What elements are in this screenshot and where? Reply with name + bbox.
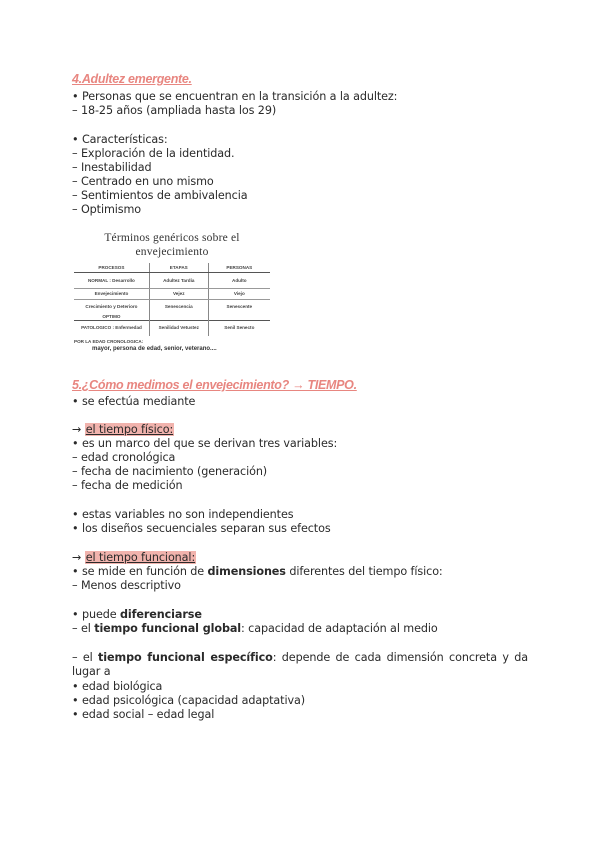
table-cell [208,314,270,321]
highlighted-label: el tiempo físico: [85,423,174,436]
text-line: – Menos descriptivo [72,579,181,592]
text-span: – el [72,622,95,635]
text-line: • se efectúa mediante [72,395,196,408]
subheading-functional-time [72,551,196,565]
text-line [72,622,438,636]
arrow-icon: → [72,423,85,436]
table-row [74,321,270,336]
table-cell: Senescente [208,300,270,314]
table-row [74,300,270,314]
table-cell: Senescencia [149,300,208,314]
table-cell: Senilidad Vetustez [149,321,208,336]
figure-title-line2: envejecimiento [135,246,209,258]
table-cell: Adultez Tardía [149,273,208,289]
text-line: – fecha de medición [72,479,183,492]
text-line: • Características: [72,133,168,146]
text-line: – Sentimientos de ambivalencia [72,189,248,202]
bold-term: dimensiones [207,565,286,578]
table-cell: Vejez [149,289,208,300]
table-cell: Adulto [208,273,270,289]
table-cell: NORMAL : Desarrollo [74,273,149,289]
text-span: diferentes del tiempo físico: [285,565,443,578]
text-span: : capacidad de adaptación al medio [241,622,438,635]
text-line: • edad biológica [72,680,163,693]
text-line: – edad cronológica [72,451,176,464]
bold-term: tiempo funcional específico [98,651,273,664]
table-cell: Crecimiento y Deterioro [85,303,138,309]
terms-table [74,263,270,336]
text-line: – fecha de nacimiento (generación) [72,465,268,478]
subheading-physical-time [72,423,174,437]
text-line: – 18-25 años (ampliada hasta los 29) [72,104,277,117]
table-row [74,314,270,321]
text-line: – Inestabilidad [72,161,152,174]
text-line: • Personas que se encuentran en la transición a la adultez: [72,90,398,103]
text-line: • los diseños secuenciales separan sus efectos [72,522,331,535]
text-line [72,651,528,665]
figure-title-line1: Términos genéricos sobre el [104,232,240,244]
text-line: – Exploración de la identidad. [72,147,235,160]
table-cell: Envejecimiento [74,289,149,300]
text-line: • edad psicológica (capacidad adaptativa) [72,694,306,707]
arrow-icon: → [72,551,85,564]
aging-terms-figure [74,230,270,358]
bold-term: tiempo funcional global [94,622,242,635]
bold-term: diferenciarse [119,608,202,621]
table-cell: OPTIMO [102,313,121,319]
text-line [72,565,443,579]
table-cell: Senil Senecto [208,321,270,336]
text-span: • puede [72,608,120,621]
highlighted-label: el tiempo funcional: [85,551,196,564]
figure-footnote-terms: mayor, persona de edad, senior, veterano.... [92,346,217,352]
text-span: : depende de cada dimensión concreta y da [272,651,528,664]
text-span: – el [72,651,99,664]
section-4-heading: 4.Adultez emergente. [72,72,192,86]
text-line: • estas variables no son independientes [72,508,294,521]
text-span: • se mide en función de [72,565,208,578]
text-line: • es un marco del que se derivan tres variables: [72,437,338,450]
section-5-heading: 5.¿Cómo medimos el envejecimiento? → TIEMPO. [72,378,357,392]
text-line: – Centrado en uno mismo [72,175,214,188]
text-line: lugar a [72,665,111,678]
table-header-cell: ETAPAS [149,263,208,273]
table-row [74,289,270,300]
text-line: • edad social – edad legal [72,708,215,721]
table-cell: PATOLOGICO : Enfermedad [74,321,149,336]
table-header-cell: PERSONAS [208,263,270,273]
table-header-row [74,263,270,273]
table-row [74,273,270,289]
table-cell: Viejo [208,289,270,300]
table-header-cell: PROCESOS [74,263,149,273]
text-line [72,608,202,622]
table-cell [149,314,208,321]
figure-footnote-label: POR LA EDAD CRONOLOGICA: [74,339,144,344]
text-line: – Optimismo [72,203,142,216]
